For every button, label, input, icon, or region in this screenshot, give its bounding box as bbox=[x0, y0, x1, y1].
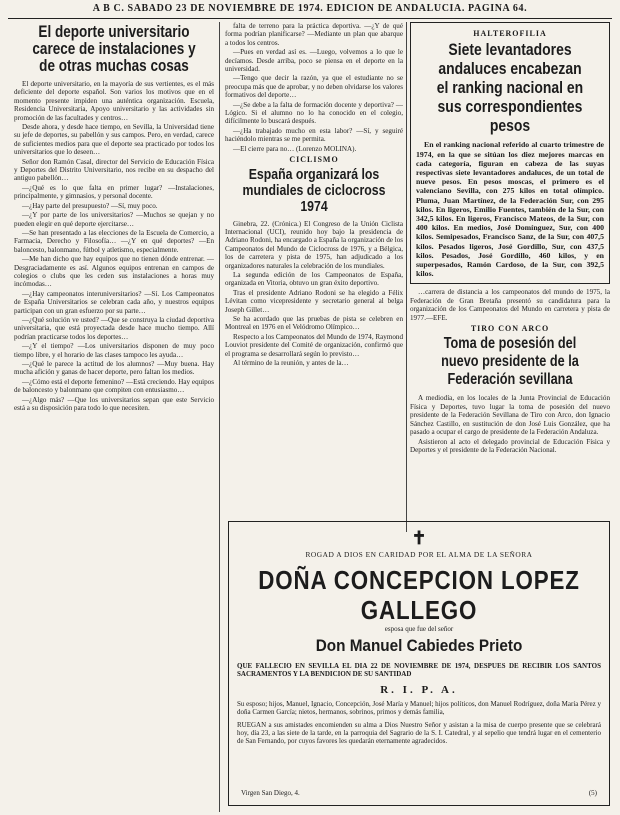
page-header: A B C. SABADO 23 DE NOVIEMBRE DE 1974. EDICION DE ANDALUCIA. PAGINA 64. bbox=[92, 3, 528, 14]
article-paragraph: —¿Qué es lo que falta en primer lugar? —Instalaciones, principalmente, y gimnasios, y personal docente. bbox=[14, 183, 214, 201]
obituary-relation: esposa que fue del señor bbox=[384, 625, 454, 633]
continued-paragraph: —¿Ha trabajado mucho en esta labor? —Sí, y seguiré haciéndolo mientras se me permita. bbox=[225, 126, 403, 144]
continued-paragraph: falta de terreno para la práctica deportiva. —¿Y de qué forma podrían planificarse? —Mediante un plan que abarque a todos los centros. bbox=[225, 22, 403, 47]
header-rule bbox=[8, 18, 612, 19]
obituary-number: (5) bbox=[588, 789, 597, 797]
obituary-spouse: Don Manuel Cabiedes Prieto bbox=[315, 636, 523, 655]
article-paragraph: El deporte universitario, en la mayoría de sus vertientes, es el más deficiente del deporte español. Son varios los motivos que en el momento presente impiden una auténtica organización. Escuela, Residencia Universitaria, Apoyo universitario y las actividades sin promoción de las facultades y centros… bbox=[14, 80, 214, 122]
article-title-cyclocross: España organizará los mundiales de ciclocross 1974 bbox=[242, 165, 386, 215]
article-paragraph: —Se han presentado a las elecciones de la Escuela de Comercio, a Farmacia, Derecho y Filosofía… —¿Y en qué deportes? —En baloncesto, balonmano, fútbol y atletismo, especialmente. bbox=[14, 228, 214, 254]
right-column bbox=[410, 22, 610, 532]
article-paragraph: Se ha acordado que las pruebas de pista se celebren en Montreal en 1976 en el Velódromo Olímpico… bbox=[225, 314, 403, 332]
article-title-archery: Toma de posesión del nuevo presidente de la Federación sevillana bbox=[441, 335, 579, 389]
cross-icon: ✝ bbox=[411, 528, 427, 548]
article-paragraph: —¿Y por parte de los universitarios? —Muchos se quejan y no pueden elegir en qué deporte ejercitarse… bbox=[14, 211, 214, 228]
article-paragraph: Desde ahora, y desde hace tiempo, en Sevilla, la Universidad tiene su jefe de deportes, su pabellón y sus campos. Pero, en verdad, carece de suficientes medios para que el deporte sea practicado por todos los universitarios que lo deseen… bbox=[14, 123, 214, 157]
weightlifting-box bbox=[410, 22, 610, 284]
continued-paragraph: …carrera de distancia a los campeonatos del mundo de 1975, la Federación de Gran Bretaña presentó su candidatura para la organización de los Campeonatos del Mundo en carretera y pista de 1977.—EFE. bbox=[410, 288, 610, 322]
article-university-sport bbox=[14, 22, 214, 815]
obituary-notice bbox=[228, 521, 610, 806]
continued-paragraph: —Pues en verdad así es. —Luego, volvemos a lo que le decíamos. Desde arriba, poco se piensa en el deporte en la universidad. bbox=[225, 48, 403, 74]
article-paragraph: —¿Hay campeonatos interuniversitarios? —Sí. Los Campeonatos de España Universitarios se celebran cada año, y nuestros equipos participan con un gran esfuerzo por su parte… bbox=[14, 289, 214, 315]
article-paragraph: Al término de la reunión, y antes de la… bbox=[233, 359, 349, 367]
obituary-prayer: ROGAD A DIOS EN CARIDAD POR EL ALMA DE LA SEÑORA bbox=[305, 550, 533, 559]
article-paragraph: Ginebra, 22. (Crónica.) El Congreso de la Unión Ciclista Internacional (UCI), reunido hoy bajo la presidencia de Adriano Rodoni, ha encargado a España la organización de los Campeonatos del Mundo de Ciclocross de 1976, y a Bélgica, los de carretera y pista de 1975, han adjudicado a los organizadores naturales la celebración de los mundiales. bbox=[225, 219, 403, 270]
section-kicker-archery: TIRO CON ARCO bbox=[470, 324, 550, 334]
continued-paragraph: —¿Se debe a la falta de formación docente y deportiva? —Lógico. Si el alumno no lo ha conocido en el colegio, difícilmente lo buscará después. bbox=[225, 100, 403, 126]
obituary-footer bbox=[241, 789, 597, 797]
obituary-address: Virgen San Diego, 4. bbox=[241, 789, 300, 797]
article-paragraph: Señor don Ramón Casal, director del Servicio de Educación Física y Deportes del Distrito Universitario, nos recibe en su despacho del antiguo pabellón… bbox=[14, 157, 214, 183]
obituary-request: RUEGAN a sus amistades encomienden su alma a Dios Nuestro Señor y asistan a la misa de cuerpo presente que se celebrará hoy, día 23, a las siete de la tarde, en la parroquia del Sagrario de la S. I. Catedral, y al sepelio que tendrá lugar en el cementerio de San Fernando, por cuyos favores les quedarán eternamente agradecidos. bbox=[237, 720, 601, 746]
article-paragraph: —¿Y el tiempo? —Los universitarios disponen de muy poco tiempo libre, y el horario de las clases tampoco les ayuda… bbox=[14, 342, 214, 359]
middle-column bbox=[225, 22, 403, 532]
article-paragraph: Asistieron al acto el delegado provincial de Educación Física y Deportes y el presidente de la Federación Nacional. bbox=[410, 437, 610, 454]
article-paragraph: —¿Hay parte del presupuesto? —Sí, muy poco. bbox=[22, 201, 158, 210]
obituary-name: DOÑA CONCEPCION LOPEZ GALLEGO bbox=[258, 565, 580, 625]
article-paragraph: La segunda edición de los Campeonatos de España, organizada en Vitoria, obtuvo un gran éxito deportivo. bbox=[225, 270, 403, 288]
obituary-death-note: QUE FALLECIO EN SEVILLA EL DIA 22 DE NOVIEMBRE DE 1974, DESPUES DE RECIBIR LOS SANTOS SACRAMENTOS Y LA BENDICION DE SU SANTIDAD bbox=[237, 662, 601, 679]
article-paragraph: —¿Qué le parece la actitud de los alumnos? —Muy buena. Hay mucha afición y ganas de hacer deporte, pero faltan los medios. bbox=[14, 360, 214, 377]
article-title-weightlifting: Siete levantadores andaluces encabezan el ranking nacional en sus correspondientes pesos bbox=[436, 40, 584, 136]
article-paragraph: Respecto a los Campeonatos del Mundo de 1974, Raymond Louviot presidente del Comité de organización, confirmó que el programa se desarrollará según lo previsto… bbox=[225, 332, 403, 358]
obituary-ripa: R. I. P. A. bbox=[380, 683, 458, 696]
column-divider-1 bbox=[219, 22, 220, 812]
section-kicker-cycling: CICLISMO bbox=[289, 155, 339, 165]
article-paragraph: A mediodía, en los locales de la Junta Provincial de Educación Física y Deportes, tuvo lugar la toma de posesión del nuevo presidente de la Federación Sevillana de Tiro con Arco, don Ignacio Sánchez Castillo, en sustitución de don José Luis González, que ha pasado a ocupar el cargo de presidente de la Federación Andaluza. bbox=[410, 394, 610, 437]
obituary-family: Su esposo; hijos, Manuel, Ignacio, Concepción, José María y Manuel; hijos políticos, don Manuel Rodríguez, doña María Pérez y doña Carmen García; nietos, hermanos, sobrinos, primos y demás familia, bbox=[237, 699, 601, 717]
article-paragraph: —Me han dicho que hay equipos que no tienen dónde entrenar. —Desgraciadamente es así. Algunos equipos entrenan en campos de colegios o clubs que les ceden sus instalaciones a horas muy incómodas… bbox=[14, 255, 214, 289]
article-paragraph: —¿Algo más? —Que los universitarios sepan que este Servicio está a su disposición para todo lo que necesiten. bbox=[14, 395, 214, 413]
continued-paragraph: —El cierre para no… (Lorenzo MOLINA). bbox=[233, 144, 357, 153]
section-kicker-weightlifting: HALTEROFILIA bbox=[473, 29, 547, 38]
article-paragraph: —¿Qué solución ve usted? —Que se construya la ciudad deportiva universitaria, que está proyectada desde hace mucho tiempo. Allí podrían practicarse todos los deportes… bbox=[14, 315, 214, 341]
weightlifting-lead: En el ranking nacional referido al cuarto trimestre de 1974, en la que se sitúan los diez mejores marcas en cada categoría, figuran en cabeza de las suyas respectivas siete levantadores andaluces, de un total de nueve pesos. En pesos moscas, el primero es el valenciano Sevilla, con 275 kilos en total olímpico. Pluma, Juan Martínez, de la Federación Sur, con 295 kilos. En ligeros, Emilio Fuentes, también de la Sur, con 342,5 kilos. En ligeros, Francisco Mateos, de la Sur, con 400 kilos. En medios, José Domínguez, Sur, con 400 kilos. Semipesados, Francisco Sanz, de la Sur, con 407,5 kilos. Pesados ligeros, José Gordillo, Sur, con 437,5 kilos. Pesados, José Gordillo, 460 kilos, y en superpesados, Ramón Cardoso, de la Sur, con 392,5 kilos. bbox=[416, 140, 604, 279]
article-paragraph: —¿Cómo está el deporte femenino? —Está creciendo. Hay equipos de baloncesto y balonmano que compiten con entusiasmo… bbox=[14, 377, 214, 395]
article-title: El deporte universitario carece de instalaciones y de otras muchas cosas bbox=[32, 23, 196, 75]
column-divider-2 bbox=[406, 22, 407, 532]
continued-paragraph: —Tengo que decir la razón, ya que el estudiante no se preocupa más que de aprobar, y no deben olvidarse los valores formativos del deporte… bbox=[225, 74, 403, 100]
article-paragraph: Tras el presidente Adriano Rodoni se ha elegido a Félix Lévitan como vicepresidente y secretario general al belga Joseph Gillet… bbox=[225, 288, 403, 314]
